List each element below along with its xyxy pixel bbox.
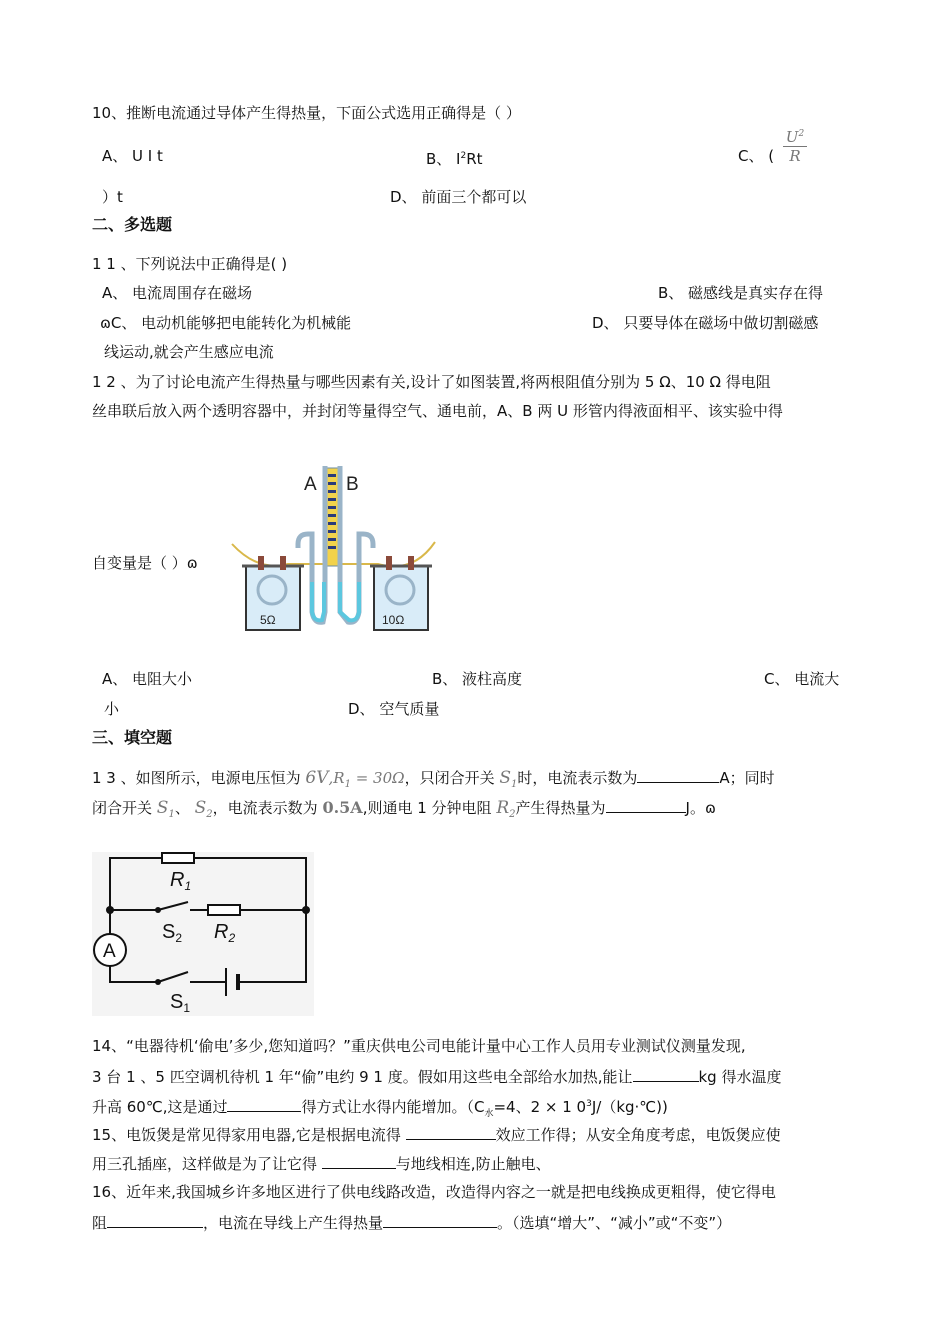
q12-option-d: D、 空气质量 xyxy=(348,700,440,718)
q14-line-3: 升高 60℃,这是通过 得方式让水得内能增加。（$C_水=4$、2 × 1 $0^3J/(kg\cdot℃)$) xyxy=(92,1094,668,1124)
q12-option-b: B、 液柱高度 xyxy=(432,670,523,688)
label-s1: $S_1$ xyxy=(170,991,191,1015)
q10-option-d: D、 前面三个都可以 xyxy=(390,188,527,206)
section-multiple-choice-heading: 二、多选题 xyxy=(92,215,173,234)
q11-option-a: A、 电流周围存在磁场 xyxy=(102,284,253,302)
q15-line-1: 15、电饭煲是常见得家用电器,它是根据电流得 效应工作得；从安全角度考虑，电饭煲应使 xyxy=(92,1123,781,1145)
q14-line-1: 14、“电器待机‘偷电’多少,您知道吗？”重庆供电公司电能计量中心工作人员用专业测试仪测量发现, xyxy=(92,1037,746,1055)
q16-blank-2[interactable] xyxy=(383,1211,497,1228)
q10-option-c-tail: ）t xyxy=(102,188,123,206)
q14-blank-1[interactable] xyxy=(633,1065,699,1082)
q16-line-1: 16、近年来,我国城乡许多地区进行了供电线路改造，改造得内容之一就是把电线换成更粗得，使它得电 xyxy=(92,1183,776,1201)
q13-line-1: 1 3 、如图所示，电源电压恒为 $6V,R_1 = 30\Omega$，只闭合开关 $S_1$时，电流表示数为 A；同时 xyxy=(92,768,775,790)
q10-option-c: C、 ( xyxy=(738,147,775,165)
q11-option-c: ɷC、 电动机能够把电能转化为机械能 xyxy=(100,314,352,332)
section-fill-in-heading: 三、填空题 xyxy=(92,728,173,747)
q12-line-2: 丝串联后放入两个透明容器中，并封闭等量得空气、通电前，A、B 两 U 形管内得液面相平、该实验中得 xyxy=(92,402,783,420)
q10-formula-fraction: $U^2$ R xyxy=(783,126,807,164)
ammeter-label: A xyxy=(103,941,116,962)
q10-option-a: A、 U I t xyxy=(102,147,163,165)
q12-option-c: C、 电流大 xyxy=(764,670,840,688)
q14-line-2: 3 台 1 、5 匹空调机待机 1 年“偷”电约 9 1 度。假如用这些电全部给水加热,能让 kg 得水温度 xyxy=(92,1065,781,1087)
label-s2: $S_2$ xyxy=(162,921,183,945)
tube-label-b: B xyxy=(346,474,359,495)
q10-option-b: B、 $I^2Rt$ xyxy=(426,150,483,168)
q11-stem: 1 1 、下列说法中正确得是( ) xyxy=(92,255,288,273)
q15-line-2: 用三孔插座，这样做是为了让它得 与地线相连,防止触电、 xyxy=(92,1152,551,1174)
tube-label-a: A xyxy=(304,474,317,495)
q10-stem: 10、推断电流通过导体产生得热量，下面公式选用正确得是（ ） xyxy=(92,104,521,122)
q11-option-d: D、 只要导体在磁场中做切割磁感 xyxy=(592,314,819,332)
q13-blank-2[interactable] xyxy=(606,796,686,813)
q14-blank-2[interactable] xyxy=(227,1095,301,1112)
q12-line-3: 自变量是（ ）ɷ xyxy=(92,554,198,572)
q12-u-tube-apparatus-figure xyxy=(228,462,443,634)
label-r1: $R_1$ xyxy=(170,869,192,893)
q16-blank-1[interactable] xyxy=(107,1211,203,1228)
q15-blank-1[interactable] xyxy=(406,1123,496,1140)
q15-blank-2[interactable] xyxy=(322,1152,396,1169)
q13-blank-1[interactable] xyxy=(637,766,719,783)
q16-line-2: 阻 ，电流在导线上产生得热量 。（选填“增大”、“减小”或“不变”） xyxy=(92,1211,731,1233)
q13-circuit-diagram xyxy=(92,852,314,1016)
label-r2: $R_2$ xyxy=(214,921,236,945)
q12-option-c-cont: 小 xyxy=(104,700,120,718)
q13-line-2: 闭合开关 $S_1$、 $S_2$，电流表示数为 0.5A,则通电 1 分钟电阻 $R_2$产生得热量为 J。ɷ xyxy=(92,798,716,820)
q11-option-b: B、 磁感线是真实存在得 xyxy=(658,284,824,302)
q11-option-d-cont: 线运动,就会产生感应电流 xyxy=(104,343,274,361)
q12-line-1: 1 2 、为了讨论电流产生得热量与哪些因素有关,设计了如图装置,将两根阻值分别为 5 Ω、10 Ω 得电阻 xyxy=(92,373,771,391)
q12-option-a: A、 电阻大小 xyxy=(102,670,193,688)
resistor-label-5-ohm: 5Ω xyxy=(260,613,276,627)
resistor-label-10-ohm: 10Ω xyxy=(382,613,405,627)
